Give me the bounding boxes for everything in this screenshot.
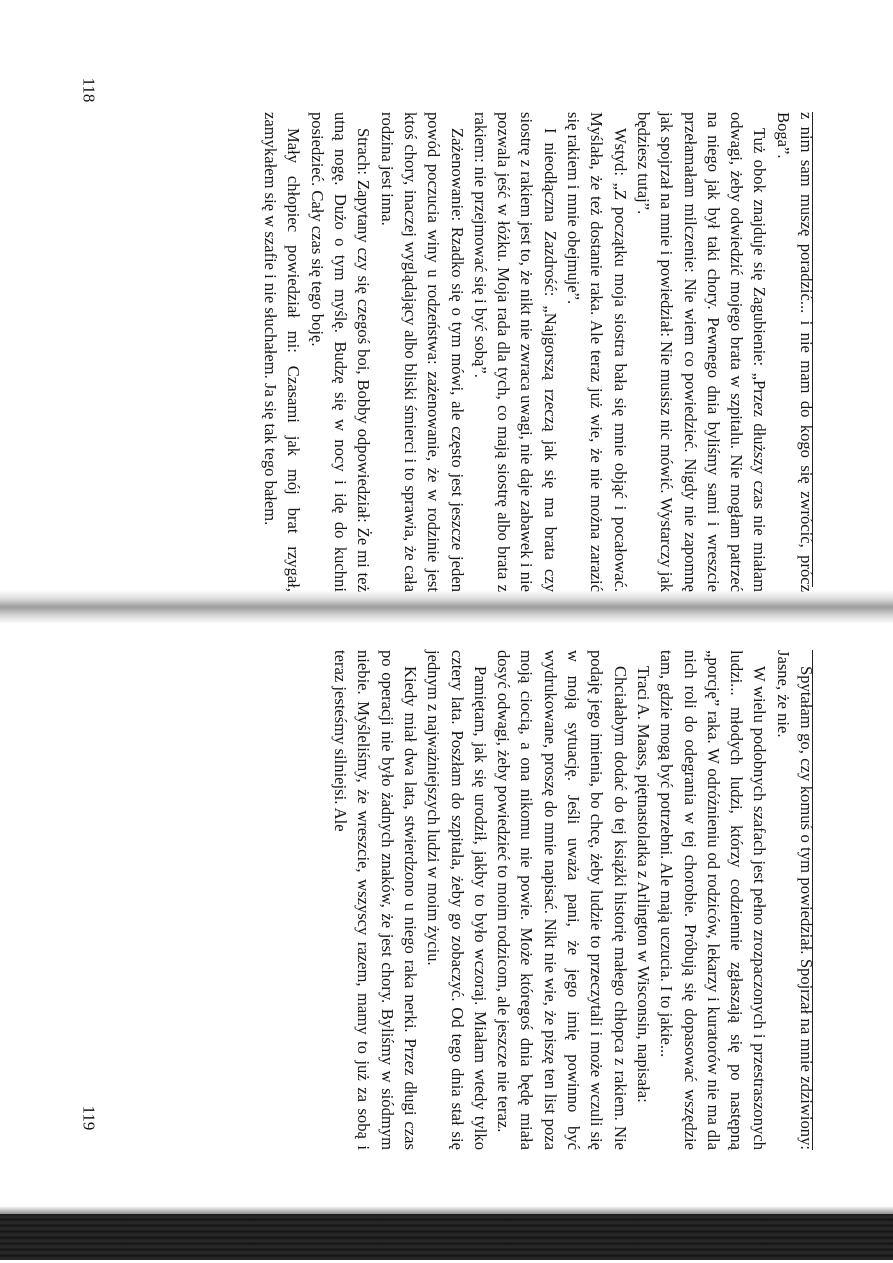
paragraph: Zażenowanie: Rzadko się o tym mówi, ale często jest jeszcze jeden powód poczucia winy u rodzeństwa: zażenowanie, że w rodzinie jest ktoś chory, inaczej wyglądający albo bliski śmierci i to sprawia, że cała rodzina jest inna. [377, 112, 467, 592]
paragraph: Chciałabym dodać do tej książki historię małego chłopca z rakiem. Nie podaję jego imienia, bo chcę, żeby ludzie to przeczytali i może wczuli się w moją sytuację. Jeśli uważa pani, że jego imię powinno być wydrukowane, proszę do mnie napisać. Nikt nie wie, że piszę ten list poza moją ciocią, a ona nikomu nie powie. Może któregoś dnia będę miała dosyć odwagi, żeby powiedzieć to moim rodzicom, ale jeszcze nie teraz. [494, 650, 630, 1150]
page-119-body [146, 650, 818, 1150]
binding-gutter-shadow [0, 590, 893, 624]
paragraph: Traci A. Maass, piętnastolatka z Arlington w Wisconsin, napisała: [633, 666, 653, 1103]
paragraph: I nieodłączna Zazdrość: „Najgorszą rzeczą jak się ma brata czy siostrę z rakiem jest to, że nikt nie zwraca uwagi, nie daje zabawek i nie pozwala jeść w łóżku. Moja rada dla tych, co mają siostrę albo brata z rakiem: nie przejmować się i być sobą”. [470, 112, 560, 592]
paragraph: Tuż obok znajduje się Zagubienie: „Przez dłuższy czas nie miałam odwagi, żeby odwiedzić mojego brata w szpitalu. Nie mogłam patrzeć na niego jak był taki chory. Pewnego dnia byliśmy sami i wreszcie przełamałam milczenie: Nie wiem co powiedzieć. Nigdy nie zapomnę jak spojrzał na mnie i powiedział: Nie musisz nic mówić. Wystarczy jak będziesz tutaj”. [633, 112, 770, 592]
paragraph: Wstyd: „Z początku moja siostra bała się mnie objąć i pocałować. Myślała, że też dostanie raka. Ale teraz już wie, że nie można zarazić się rakiem i mnie obejmuje”. [564, 112, 630, 592]
paragraph: Spytałam go, czy komuś o tym powiedział. Spojrzał na mnie zdziwiony: Jasne, że nie. [773, 650, 816, 1150]
page-number-118: 118 [79, 77, 99, 103]
paragraph: z nim sam muszę poradzić... i nie mam do kogo się zwrócić, prócz Boga”. [773, 112, 816, 592]
paragraph: Mały chłopiec powiedział mi: Czasami jak mój brat rzygał, zamykałem się w szafie i nie słuchałem. Ja się tak tego bałem. [261, 112, 304, 592]
scanner-edge [0, 1214, 893, 1260]
paragraph: Pamiętam, jak się urodził, jakby to było wczoraj. Miałam wtedy tylko cztery lata. Poszłam do szpitala, żeby go zobaczyć. Od tego dnia stał się jednym z najważniejszych ludzi w moim życiu. [424, 650, 490, 1150]
page-118-body [146, 112, 818, 592]
paragraph: Kiedy miał dwa lata, stwierdzono u niego raka nerki. Przez długi czas po operacji nie było żadnych znaków, że jest chory. Byliśmy w siódmym niebie. Myśleliśmy, że wreszcie, wszyscy razem, mamy to już za sobą i teraz jesteśmy silniejsi. Ale [331, 650, 420, 1150]
paragraph: W wielu podobnych szafach jest pełno zrozpaczonych i przestraszonych ludzi... młodych ludzi, którzy codziennie zgłaszają się po następną „porcję” raka. W odróżnieniu od rodziców, lekarzy i kuratorów nie ma dla nich roli do odegrania w tej chorobie. Próbują się dopasować wszędzie tam, gdzie mogą być potrzebni. Ale mają uczucia. I to jakie... [657, 650, 770, 1150]
page-number-119: 119 [79, 1105, 99, 1131]
paragraph: Strach: Zapytany czy się czegoś boi, Bobby odpowiedział: Że mi też utną nogę. Dużo o tym myślę. Budzę się w nocy i idę do kuchni posiedzieć. Cały czas się tego boję. [307, 112, 374, 592]
